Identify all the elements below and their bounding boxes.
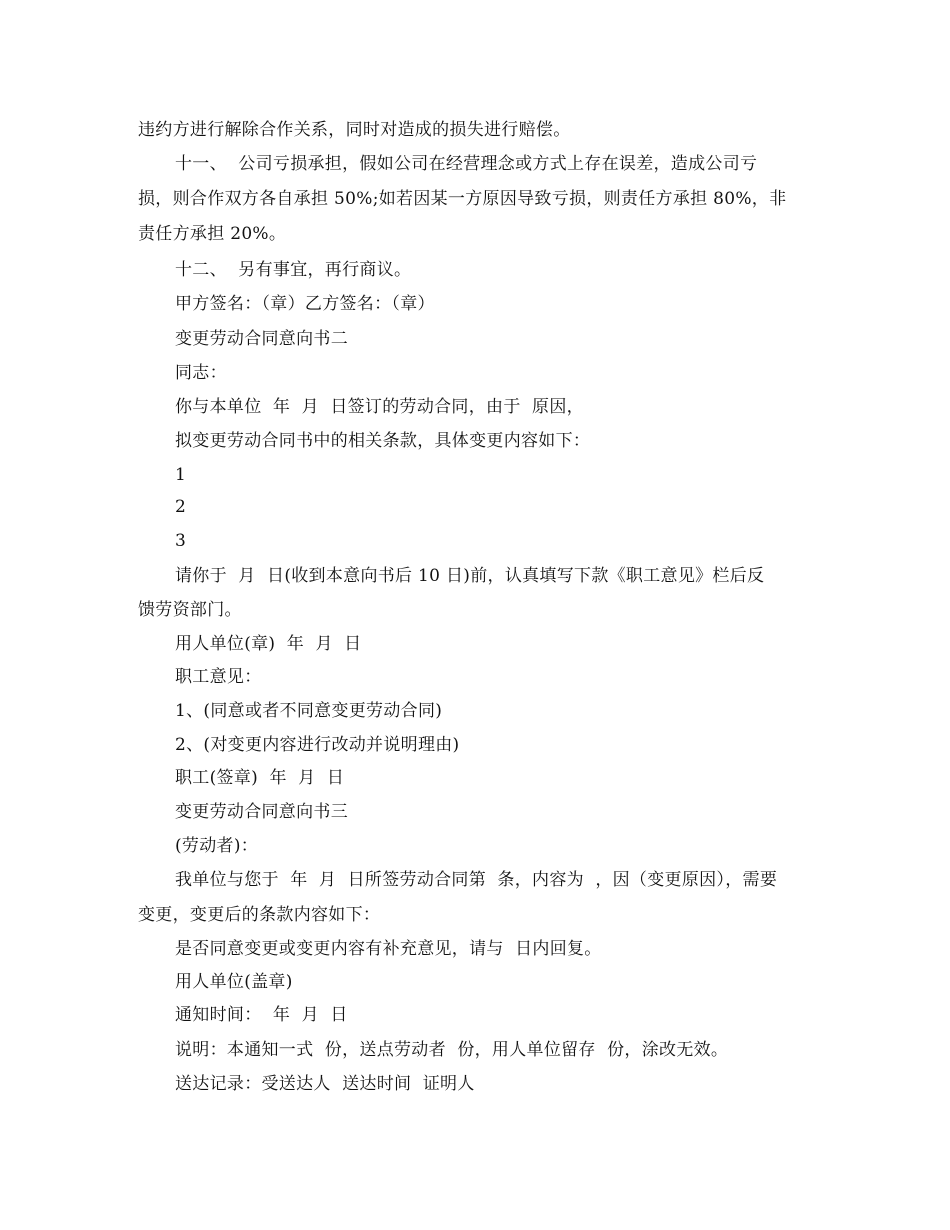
employer-signature-line: 用人单位(章) 年 月 日: [175, 634, 362, 654]
delivery-record-line: 送达记录：受送达人 送达时间 证明人: [175, 1074, 475, 1094]
paragraph-line: 违约方进行解除合作关系，同时对造成的损失进行赔偿。: [138, 120, 571, 140]
list-item-number: 1: [175, 465, 187, 485]
explanation-line: 说明：本通知一式 份，送点劳动者 份，用人单位留存 份，涂改无效。: [175, 1040, 729, 1060]
paragraph-line: 变更，变更后的条款内容如下：: [138, 905, 381, 925]
employee-signature-line: 职工(签章) 年 月 日: [175, 768, 345, 788]
paragraph-line: 我单位与您于 年 月 日所签劳动合同第 条，内容为 ，因（变更原因），需要: [175, 870, 778, 890]
paragraph-line: 责任方承担 20%。: [138, 224, 287, 244]
section-title-3: 变更劳动合同意向书三: [175, 802, 348, 822]
list-item: 1、(同意或者不同意变更劳动合同): [175, 701, 443, 721]
list-item-number: 3: [175, 531, 187, 551]
paragraph-line: 拟变更劳动合同书中的相关条款，具体变更内容如下：: [175, 431, 591, 451]
list-item-number: 2: [175, 497, 187, 517]
section-title-2: 变更劳动合同意向书二: [175, 329, 348, 349]
list-item: 2、(对变更内容进行改动并说明理由): [175, 735, 460, 755]
salutation: (劳动者)：: [175, 836, 259, 856]
paragraph-line: 馈劳资部门。: [138, 600, 242, 620]
paragraph-line: 损，则合作双方各自承担 50%;如若因某一方原因导致亏损，则责任方承担 80%，非: [138, 189, 787, 209]
employee-opinion-heading: 职工意见：: [175, 667, 262, 687]
paragraph-line: 你与本单位 年 月 日签订的劳动合同，由于 原因，: [175, 397, 584, 417]
paragraph-line: 是否同意变更或变更内容有补充意见，请与 日内回复。: [175, 939, 602, 959]
clause-11-heading: 十一、 公司亏损承担，假如公司在经营理念或方式上存在误差，造成公司亏: [175, 154, 758, 174]
paragraph-line: 请你于 月 日(收到本意向书后 10 日)前，认真填写下款《职工意见》栏后反: [175, 566, 765, 586]
notice-date-line: 通知时间： 年 月 日: [175, 1005, 348, 1025]
employer-seal-line: 用人单位(盖章): [175, 972, 293, 992]
salutation: 同志：: [175, 363, 227, 383]
signature-line: 甲方签名：（章）乙方签名：（章）: [175, 294, 435, 314]
clause-12-heading: 十二、 另有事宜，再行商议。: [175, 260, 412, 280]
